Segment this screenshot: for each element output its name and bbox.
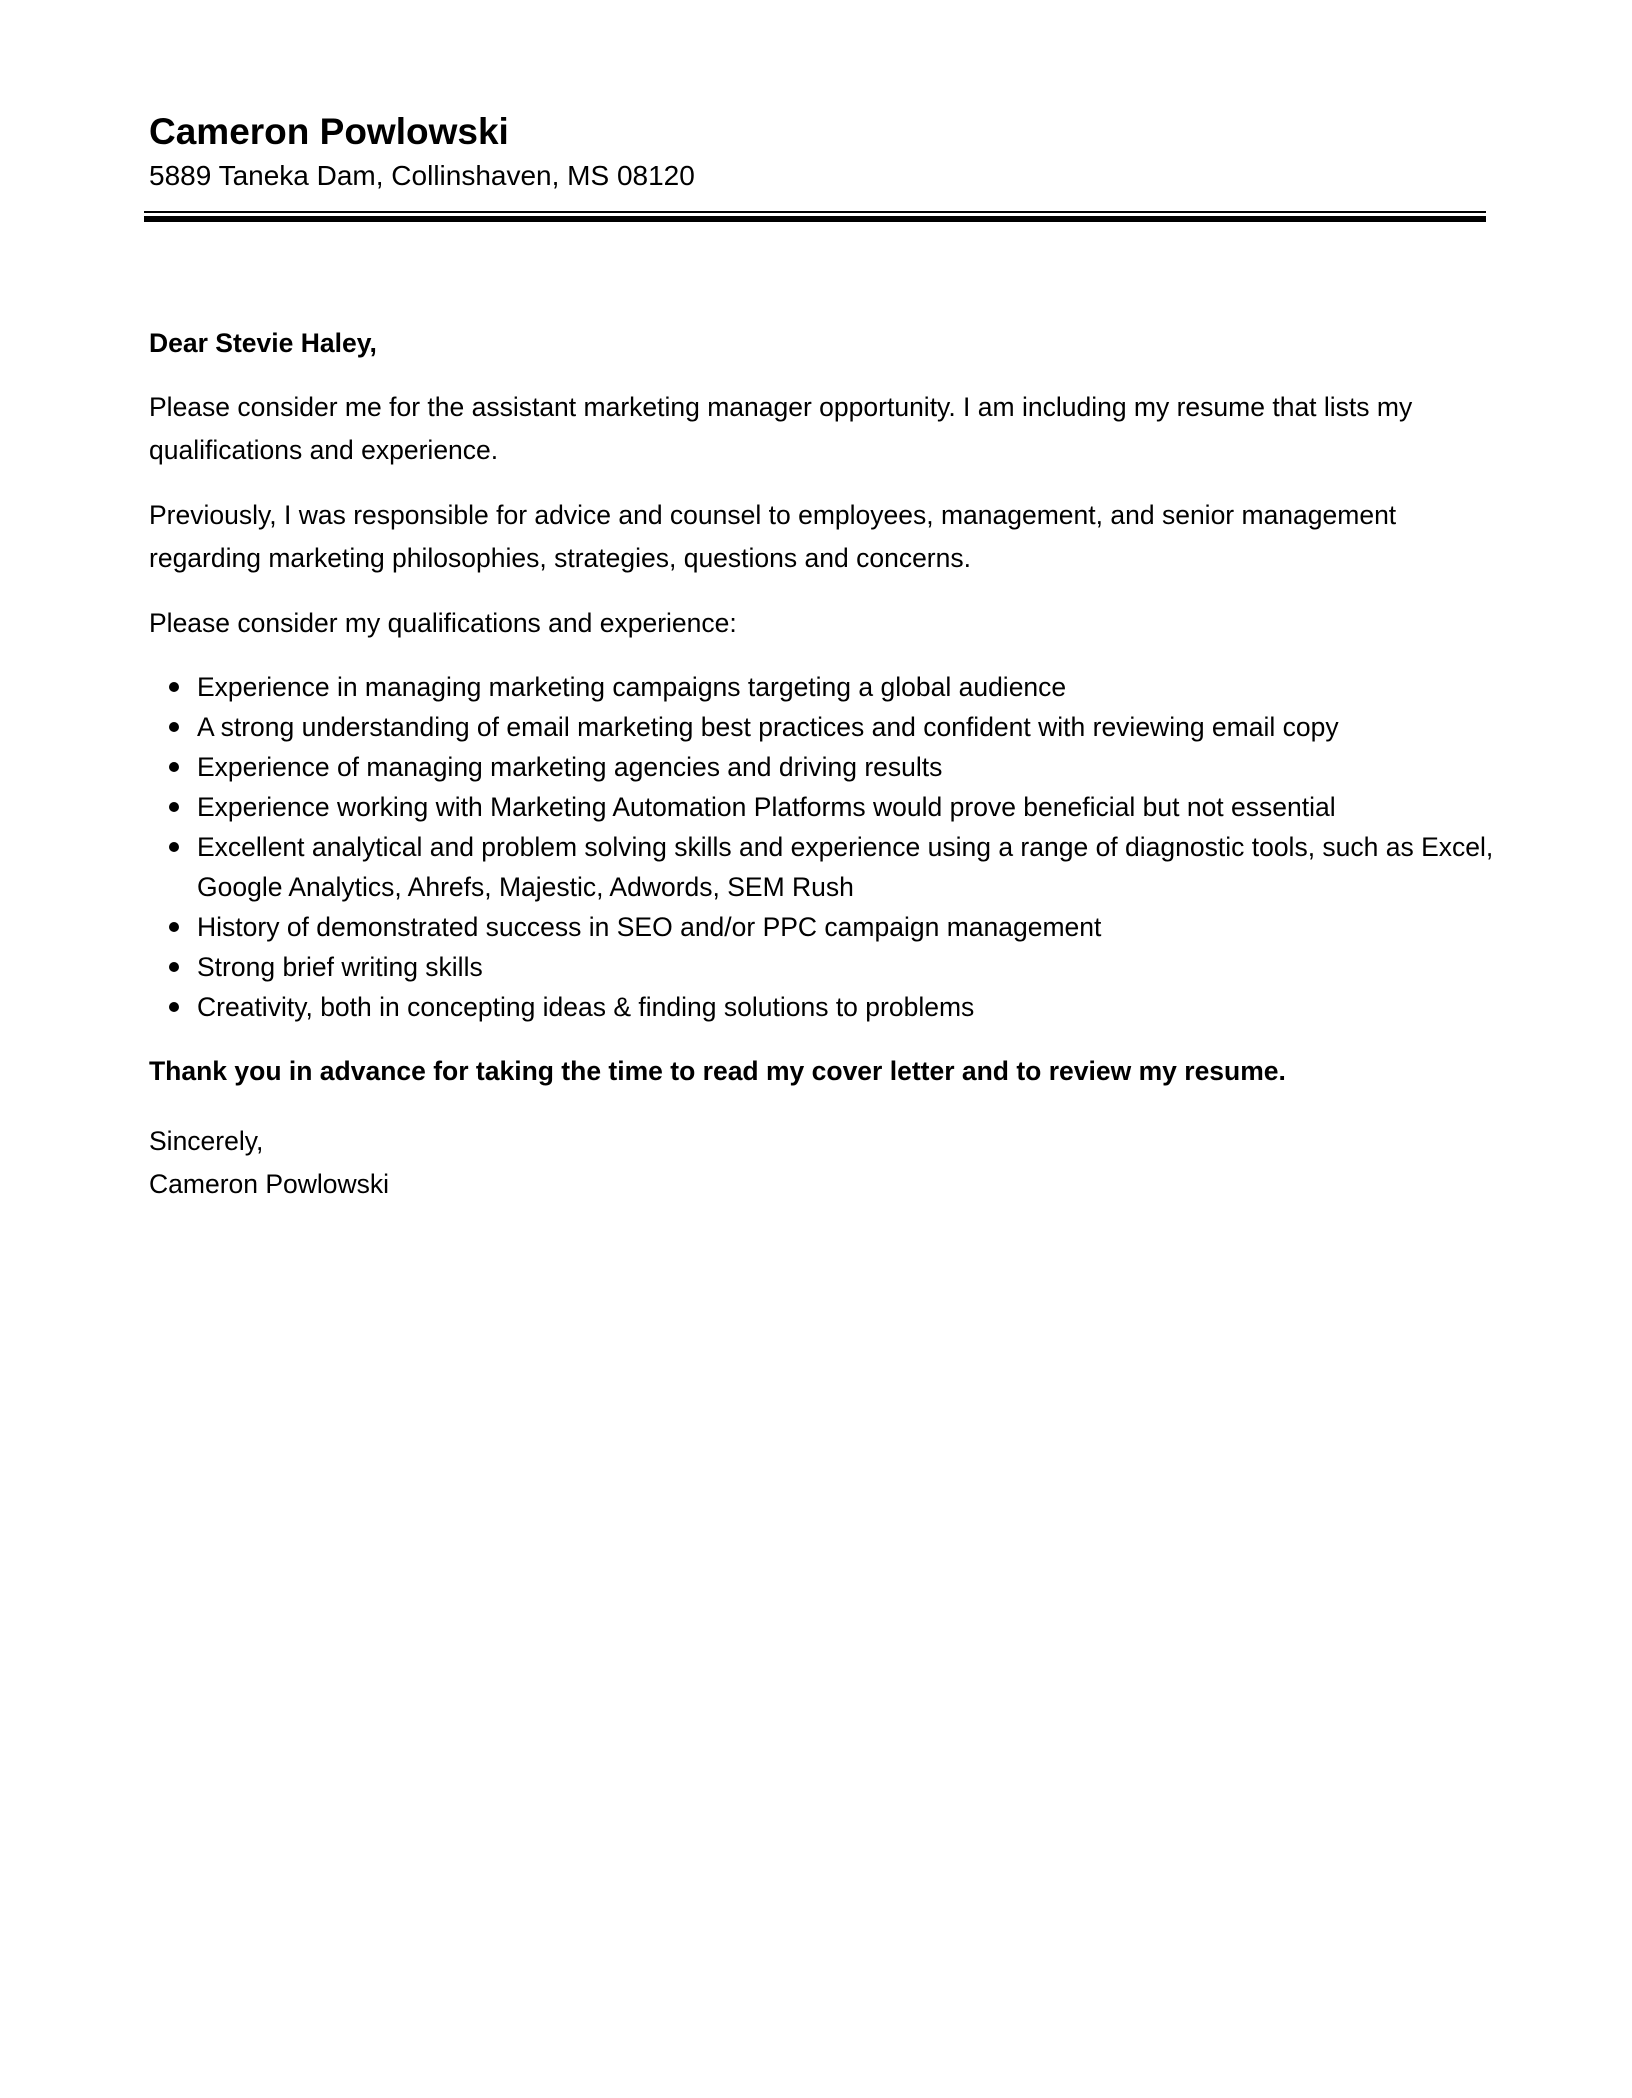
sender-name: Cameron Powlowski xyxy=(149,111,509,152)
bullet-icon xyxy=(169,962,179,972)
salutation: Dear Stevie Haley, xyxy=(149,328,377,358)
bullet-icon xyxy=(169,922,179,932)
header-divider-thin-line xyxy=(144,211,1486,213)
bullet-icon xyxy=(169,722,179,732)
list-item xyxy=(149,947,1494,987)
list-item-text: A strong understanding of email marketing best practices and confident with reviewing email copy xyxy=(197,712,1339,742)
paragraph-previous-role: Previously, I was responsible for advice and counsel to employees, management, and senior management regarding marketing philosophies, strategies, questions and concerns. xyxy=(149,500,1397,573)
list-item xyxy=(149,907,1494,947)
thank-you-line: Thank you in advance for taking the time to read my cover letter and to review my resume. xyxy=(149,1056,1286,1086)
signature-name: Cameron Powlowski xyxy=(149,1169,390,1199)
sender-address: 5889 Taneka Dam, Collinshaven, MS 08120 xyxy=(149,160,695,191)
bullet-icon xyxy=(169,1002,179,1012)
paragraph-intro: Please consider me for the assistant marketing manager opportunity. I am including my resume that lists my qualifications and experience. xyxy=(149,392,1413,465)
list-item-text: Excellent analytical and problem solving skills and experience using a range of diagnostic tools, such as Excel, Google Analytics, Ahrefs, Majestic, Adwords, SEM Rush xyxy=(197,832,1494,902)
list-item-text: History of demonstrated success in SEO and/or PPC campaign management xyxy=(197,912,1102,942)
header-divider-thick-line xyxy=(144,216,1486,222)
list-item-text: Strong brief writing skills xyxy=(197,952,483,982)
bullet-icon xyxy=(169,802,179,812)
list-item xyxy=(149,987,1494,1027)
list-item xyxy=(149,787,1494,827)
closing: Sincerely, xyxy=(149,1126,264,1156)
qualifications-list xyxy=(149,667,1494,1027)
list-item xyxy=(149,667,1494,707)
list-item-text: Experience in managing marketing campaigns targeting a global audience xyxy=(197,672,1067,702)
bullet-icon xyxy=(169,842,179,852)
paragraph-qualifications-lead: Please consider my qualifications and experience: xyxy=(149,608,737,638)
bullet-icon xyxy=(169,682,179,692)
bullet-icon xyxy=(169,762,179,772)
letter-header xyxy=(149,108,1489,196)
list-item-text: Experience working with Marketing Automation Platforms would prove beneficial but not essential xyxy=(197,792,1336,822)
list-item xyxy=(149,707,1494,747)
list-item xyxy=(149,747,1494,787)
list-item xyxy=(149,827,1494,907)
header-divider xyxy=(144,211,1486,223)
list-item-text: Creativity, both in concepting ideas & finding solutions to problems xyxy=(197,992,975,1022)
list-item-text: Experience of managing marketing agencies and driving results xyxy=(197,752,943,782)
letter-body xyxy=(149,322,1494,1206)
